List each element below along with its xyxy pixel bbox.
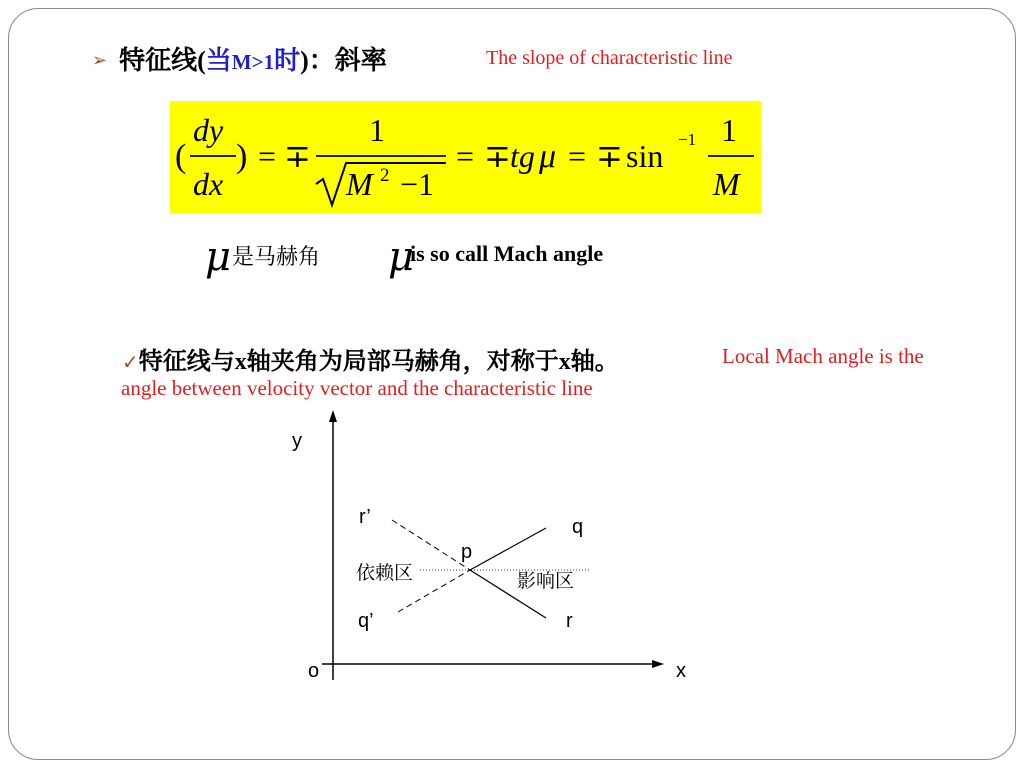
arrow-bullet-icon: ➢ [92,50,108,70]
formula-dx: dx [193,166,224,202]
origin-label: o [308,660,320,682]
formula-one-2: 1 [721,112,737,148]
p-label: p [461,541,473,563]
formula-tg: tg [510,138,535,174]
mach-angle-en: is so call Mach angle [410,241,604,266]
x-axis-label: x [676,660,686,682]
domain-influence-label: 影响区 [517,570,575,592]
formula-sup-inverse: −1 [678,130,697,149]
formula-M: M [346,166,373,202]
mu-symbol-2: μ [388,234,414,280]
formula-mu: μ [539,138,557,175]
y-axis-label: y [292,430,302,452]
formula-dy: dy [193,112,224,148]
r-prime-label: r’ [359,506,371,528]
heading-blue-b: 时 [274,46,301,75]
formula-one-1: 1 [369,112,385,148]
heading-cn-b: )：斜率 [300,46,387,75]
formula-eq-1: = [258,138,277,174]
formula-mp-3: ∓ [596,138,623,174]
y-axis-arrow-icon [329,410,337,422]
formula-eq-2: = [456,138,475,174]
point2-cn-text: 特征线与x轴夹角为局部马赫角，对称于x轴。 [138,349,619,375]
line-p-q [470,528,546,570]
heading-blue-condition: M>1 [231,50,275,74]
heading-english: The slope of characteristic line [486,47,733,69]
formula-mp-1: ∓ [284,138,311,174]
formula-minus-one: −1 [400,166,435,202]
point2-en-line1: Local Mach angle is the [722,344,924,368]
formula-rparen: ) [236,138,248,175]
domain-dependence-label: 依赖区 [356,562,414,584]
x-axis-arrow-icon [652,660,664,668]
point2-en-line2: angle between velocity vector and the characteristic line [121,376,593,400]
mach-angle-cn: 是马赫角 [232,244,321,269]
formula-lparen: ( [175,138,187,175]
heading-blue-a: 当 [205,46,232,75]
formula-sup-2: 2 [380,165,390,186]
q-prime-label: q’ [358,610,374,632]
check-bullet-icon: ✓ [122,352,139,374]
heading-cn-a: 特征线( [119,46,206,75]
r-label: r [566,610,573,632]
formula-M-2: M [713,166,740,202]
formula-mp-2: ∓ [484,138,511,174]
q-label: q [572,516,584,538]
mu-symbol-1: μ [205,234,231,280]
formula-eq-3: = [568,138,587,174]
formula-sin: sin [626,138,664,174]
